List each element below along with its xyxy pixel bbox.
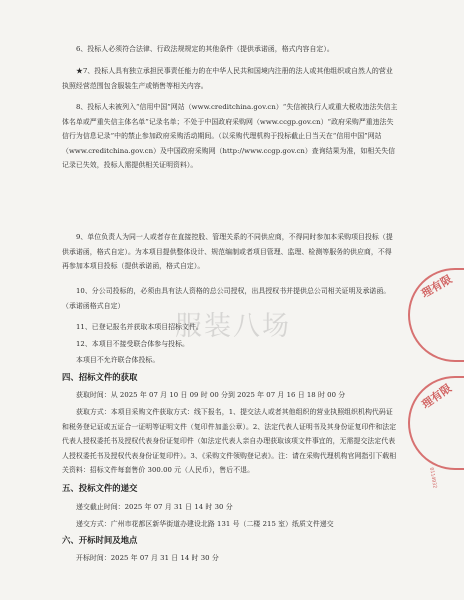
requirement-item-12: 12、本项目不接受联合体参与投标。 — [76, 340, 189, 348]
obtain-method: 获取方式：本项目采购文件获取方式：线下报名，1、提交法人或者其他组织的营业执照组织机构代码证和税务登记证或五证合一证明等证明文件（复印件加盖公章）。2、法定代表人证明书及其身份证复印件和法定代表人授权委托书及授权代表身份证复印件（如法定代表人亲自办理获取该项文件事宜的，无需提交法定代表人授权委托书及授权代表身份证复印件）。3、《采购文件领购登记表》。注：请在采购代理机构官网指引下载相关资料：招标文件每套售价 300.00 元（人民币），售后不退。 — [62, 408, 397, 474]
requirement-item-6: 6、投标人必须符合法律、行政法规规定的其他条件（提供承诺函，格式内容自定）。 — [76, 45, 334, 53]
requirement-item-8: 8、投标人未被列入“信用中国”网站（www.creditchina.gov.cn）“失信被执行人或重大税收违法失信主体名单或严重失信主体名单”记录名单；不处于中国政府采购网（www.ccgp.gov.cn）“政府采购严重违法失信行为信息记录”中的禁止参加政府采购活动期间。（以采购代理机构于投标截止日当天在“信用中国”网站（www.creditchina.gov.cn）及中国政府采购网（http://www.ccgp.gov.cn）查询结果为准，如相关失信记录已失效，投标人需提供相关证明资料）。 — [62, 103, 398, 169]
section-5-title: 五、投标文件的递交 — [62, 483, 138, 493]
requirement-item-9: 9、单位负责人为同一人或者存在直接控股、管理关系的不同供应商，不得同时参加本采购项目投标（提供承诺函，格式自定）。为本项目提供整体设计、规范编制或者项目管理、监理、检测等服务的供应商，不得再参加本项目投标（提供承诺函，格式自定）。 — [62, 233, 393, 270]
requirement-item-7: ★7、投标人具有独立承担民事责任能力的在中华人民共和国境内注册的法人或其他组织或自然人的营业执照经营范围包含服装生产或销售等相关内容。 — [62, 67, 393, 90]
requirement-item-10: 10、分公司投标的，必须由具有法人资格的总公司授权，出具授权书并提供总公司相关证明及承诺函。（承诺函格式自定） — [62, 287, 391, 310]
submit-place: 递交方式：广州市花都区新华街道办建设北路 131 号（二楼 215 室）纸质文件递交 — [76, 520, 334, 528]
obtain-time: 获取时间：从 2025 年 07 月 10 日 09 时 00 分到 2025 年 07 月 16 日 18 时 00 分 — [76, 391, 346, 399]
company-seal-top — [408, 268, 464, 362]
submit-deadline: 递交截止时间：2025 年 07 月 31 日 14 时 30 分 — [76, 503, 233, 511]
section-4-title: 四、招标文件的获取 — [62, 372, 138, 382]
seal-text-bottom: 理有限 — [419, 381, 455, 412]
consortium-note: 本项目不允许联合体投标。 — [76, 356, 160, 364]
section-6-title: 六、开标时间及地点 — [62, 535, 138, 545]
watermark: 服装八场 — [175, 311, 291, 342]
company-seal-bottom — [408, 376, 464, 470]
seal-code: 0114932 — [428, 467, 438, 489]
opening-time: 开标时间：2025 年 07 月 31 日 14 时 30 分 — [76, 554, 219, 562]
requirement-item-11: 11、已登记报名并获取本项目招标文件。 — [76, 323, 203, 331]
seal-text-top: 理有限 — [419, 272, 455, 301]
